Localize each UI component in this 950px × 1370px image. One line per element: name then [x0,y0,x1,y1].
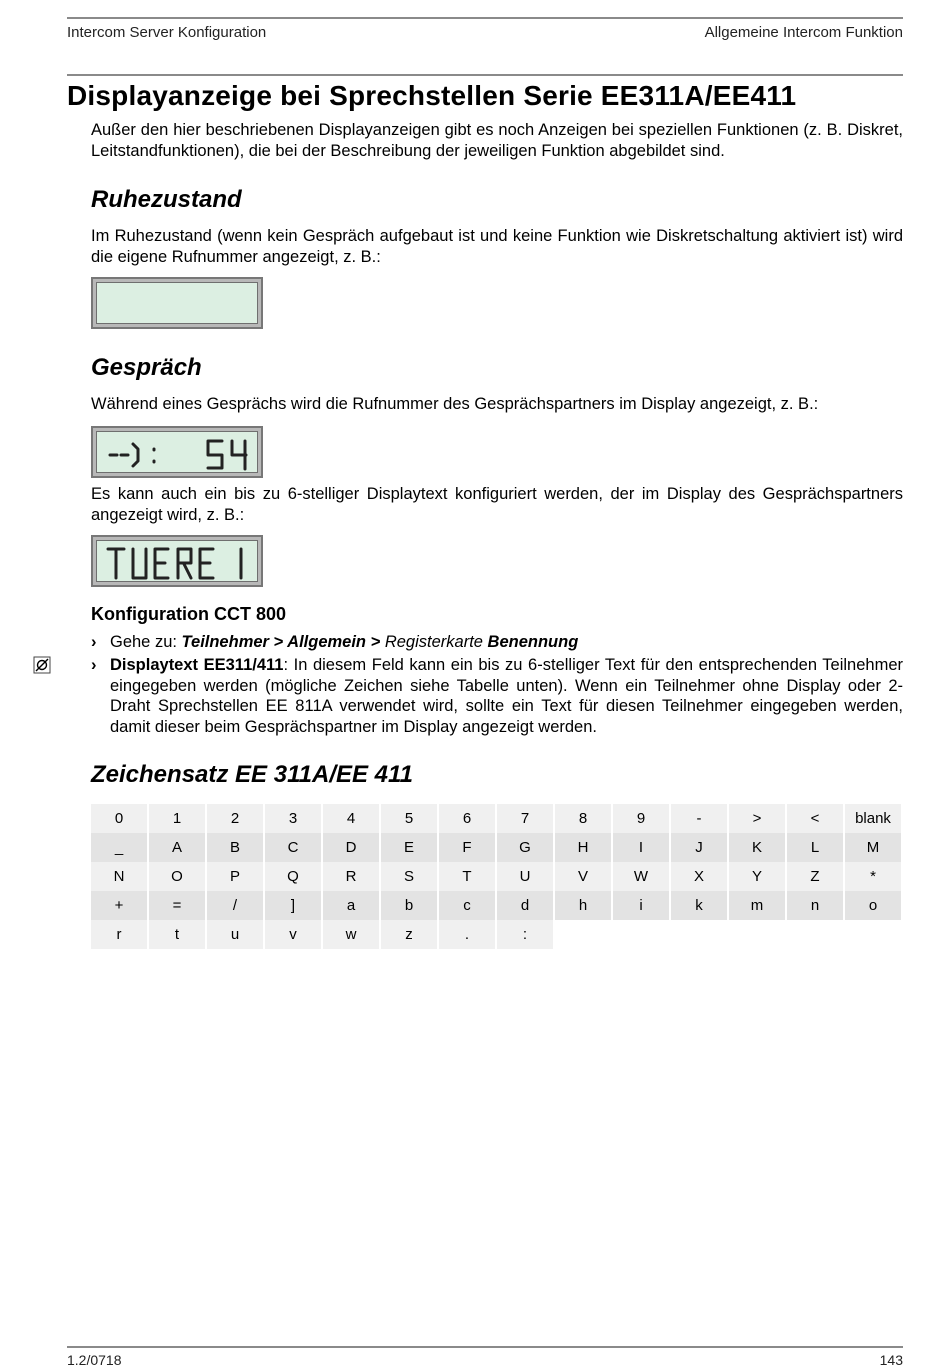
footer-rule [67,1346,903,1348]
table-cell: + [91,891,147,920]
field-name: Displaytext EE311/411 [110,656,284,674]
table-cell: P [207,862,263,891]
bullet-displaytext [91,655,903,737]
tab-name: Benennung [487,633,579,651]
table-cell: h [555,891,611,920]
footer-version: 1.2/0718 [67,1352,122,1368]
table-cell: m [729,891,785,920]
table-cell: C [265,833,321,862]
lcd-display-idle [91,277,263,329]
table-cell: < [787,804,843,833]
table-cell: U [497,862,553,891]
table-cell: w [323,920,379,949]
table-cell: N [91,862,147,891]
section-heading-ruhezustand: Ruhezustand [91,186,242,213]
table-cell: k [671,891,727,920]
table-cell: F [439,833,495,862]
table-cell: blank [845,804,901,833]
lcd-text-chars [93,537,265,589]
table-cell: V [555,862,611,891]
table-cell: D [323,833,379,862]
menu-path: Teilnehmer > Allgemein > [181,633,381,651]
table-cell: d [497,891,553,920]
table-cell: 3 [265,804,321,833]
section-heading-konfiguration: Konfiguration CCT 800 [91,604,287,624]
lcd-display-call [91,426,263,478]
title-rule [67,74,903,76]
table-cell: = [149,891,205,920]
table-cell: z [381,920,437,949]
table-cell: 8 [555,804,611,833]
table-cell: O [149,862,205,891]
table-cell: : [497,920,553,949]
page-title: Displayanzeige bei Sprechstellen Serie EE311A/EE411 [67,80,797,111]
table-cell: 0 [91,804,147,833]
table-row [91,804,901,833]
no-display-note-icon [33,656,51,674]
table-row [91,920,901,949]
table-cell: Q [265,862,321,891]
table-cell: / [207,891,263,920]
header-right: Allgemeine Intercom Funktion [704,24,903,41]
lcd-display-text [91,535,263,587]
section-heading-gespraech: Gespräch [91,354,202,381]
table-cell: S [381,862,437,891]
table-cell: > [729,804,785,833]
table-cell: o [845,891,901,920]
bullet-arrow: › [91,656,97,674]
table-cell: I [613,833,669,862]
table-cell: r [91,920,147,949]
table-cell: v [265,920,321,949]
table-cell: 9 [613,804,669,833]
table-cell: L [787,833,843,862]
table-cell: n [787,891,843,920]
table-row [91,891,901,920]
bullet-goto-label: Gehe zu: [110,633,182,651]
bullet-arrow: › [91,633,97,651]
table-cell: 5 [381,804,437,833]
table-cell: Y [729,862,785,891]
table-cell: b [381,891,437,920]
ruhezustand-paragraph: Im Ruhezustand (wenn kein Gespräch aufgebaut ist und keine Funktion wie Diskretschaltung aktiviert ist) wird die eigene Rufnummer angezeigt, z. B.: [91,227,903,266]
header-rule [67,17,903,19]
lcd-digits-call [93,428,265,480]
table-cell: Z [787,862,843,891]
tab-word: Registerkarte [384,633,483,651]
table-cell: K [729,833,785,862]
table-cell: i [613,891,669,920]
intro-paragraph: Außer den hier beschriebenen Displayanzeigen gibt es noch Anzeigen bei speziellen Funktionen (z. B. Diskret, Leitstandfunktionen), die bei der Beschreibung der jeweiligen Funktion abgebildet sind. [91,121,903,160]
displaytext-paragraph: Es kann auch ein bis zu 6-stelliger Displaytext konfiguriert werden, der im Display des Gesprächspartners angezeigt wird, z. B.: [91,485,903,524]
lcd-digits-idle [93,279,265,331]
empty-cell [613,920,669,949]
empty-cell [845,920,901,949]
table-cell: 7 [497,804,553,833]
table-cell: 6 [439,804,495,833]
table-cell: . [439,920,495,949]
table-cell: 4 [323,804,379,833]
bullet-navigation [91,632,903,653]
header-left: Intercom Server Konfiguration [67,24,267,41]
table-cell: a [323,891,379,920]
table-cell: G [497,833,553,862]
table-cell: u [207,920,263,949]
empty-cell [729,920,785,949]
table-cell: E [381,833,437,862]
table-cell: 2 [207,804,263,833]
empty-cell [671,920,727,949]
table-cell: - [671,804,727,833]
empty-cell [555,920,611,949]
table-cell: J [671,833,727,862]
table-cell: A [149,833,205,862]
table-row [91,862,901,891]
table-cell: R [323,862,379,891]
table-cell: c [439,891,495,920]
table-cell: X [671,862,727,891]
table-cell: H [555,833,611,862]
table-cell: t [149,920,205,949]
table-cell: 1 [149,804,205,833]
page-number: 143 [879,1352,903,1368]
table-cell: W [613,862,669,891]
table-row [91,833,901,862]
table-cell: T [439,862,495,891]
charset-table [89,804,903,949]
table-cell: * [845,862,901,891]
section-heading-zeichensatz: Zeichensatz EE 311A/EE 411 [91,761,413,788]
gespraech-paragraph: Während eines Gesprächs wird die Rufnummer des Gesprächspartners im Display angezeigt, z. B.: [91,395,819,413]
table-cell: ] [265,891,321,920]
field-description: : In diesem Feld kann ein bis zu 6-stelliger Text für den entsprechenden Teilnehmer eingegeben werden (mögliche Zeichen siehe Tabelle unten). Wenn ein Teilnehmer ohne Display oder 2-Draht Sprechstellen EE 811A verwendet wird, sollte ein Text für diesen Teilnehmer eingegeben werden, damit dieser beim Gesprächspartner im Display angezeigt werden. [110,656,903,736]
table-cell: B [207,833,263,862]
table-cell: _ [91,833,147,862]
empty-cell [787,920,843,949]
table-cell: M [845,833,901,862]
